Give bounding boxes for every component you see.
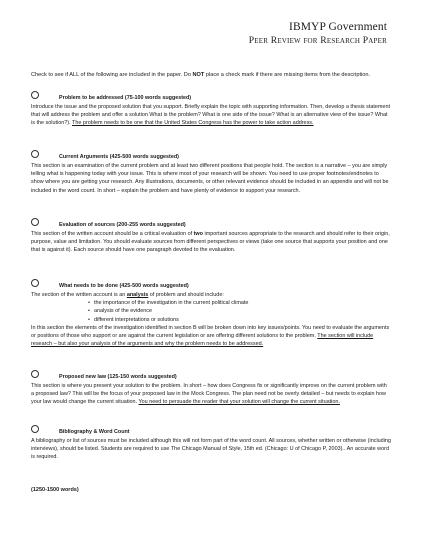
- word-count-total: (1250-1500 words): [31, 487, 79, 493]
- section-title-law: Proposed new law (125-150 words suggested): [59, 374, 177, 380]
- checkbox-circle-todo[interactable]: [31, 279, 39, 287]
- sources-body-after: important sources appropriate to the research and should refer to their origin, purpose, value and limitation. You should evaluate sources from different perspectives or views (take one source that supports your position and one that is against it). Each source should have one paragraph devoted to the evaluation.: [31, 231, 390, 254]
- section-title-problem: Problem to be addressed (75-100 words suggested): [59, 95, 192, 101]
- todo-lead: [31, 291, 391, 299]
- todo-body-text: In this section the elements of the investigation identified in section B will be broken down into key issues/points. You need to evaluate the arguments or positions of those who support or are against the current legislation or are offering different solutions to the problem.: [31, 324, 390, 340]
- section-body-bibliography: A bibliography or list of sources must be included although this will not form part of the word count. All sources, whether written or otherwise (including interviews), should be listed. Students are required to use The Chicago Manual of Style, 15th ed. (Chicago: U of Chicago P, 2003).. An accurate word is required.: [31, 438, 391, 461]
- section-title-sources: Evaluation of sources (200-255 words suggested): [59, 222, 186, 228]
- law-body-text: This section is where you present your solution to the problem. In short – how does Congress fix or significantly improve on the current problem with a proposed law? This will be the focus of your proposed law in the Mock Congress. The plan need not be overly detailed – but needs to explain how your law would change the current situation.: [31, 383, 387, 406]
- section-body-todo: [31, 324, 391, 349]
- intro-text-after: place a check mark if there are missing items from the description.: [204, 72, 371, 78]
- checkbox-circle-bibliography[interactable]: [31, 425, 39, 433]
- todo-underlined-text: The section will include research – but also your analysis of the arguments and why the problem needs to be addressed.: [31, 333, 374, 348]
- section-sources: [31, 218, 391, 255]
- list-item: • different interpretations or solutions: [90, 316, 391, 324]
- section-arguments: [31, 150, 391, 195]
- section-body-problem: [31, 103, 391, 128]
- section-title-arguments: Current Arguments (425-500 words suggested): [59, 154, 179, 160]
- section-body-sources: [31, 230, 391, 255]
- todo-lead-underlined: analysis: [126, 292, 149, 298]
- checkbox-circle-problem[interactable]: [31, 91, 39, 99]
- intro-text-bold: NOT: [192, 72, 205, 78]
- section-law: [31, 370, 391, 407]
- todo-lead-after: of problem and should include:: [148, 292, 224, 298]
- law-underlined-text: You need to persuade the reader that your solution will change the current situation.: [138, 399, 340, 406]
- section-bibliography: [31, 425, 391, 462]
- list-item: • the importance of the investigation in the current political climate: [90, 299, 391, 307]
- todo-bullet-list: [90, 299, 391, 324]
- document-header: [249, 20, 387, 47]
- problem-body-text: Introduce the issue and the proposed solution that you support. Briefly explain the topic with supporting information. Then, develop a thesis statement that will address the problem and offer a solution What is the problem? What is one side of the issue? What is an alternative view of the issue? What is the solution?).: [31, 104, 390, 127]
- sources-body-before: This section of the written account should be a critical evaluation of: [31, 231, 194, 237]
- section-title-bibliography: Bibliography & Word Count: [59, 429, 130, 435]
- section-todo: [31, 279, 391, 348]
- problem-underlined-text: The problem needs to be one that the United States Congress has the power to take action address.: [72, 120, 314, 127]
- section-body-law: [31, 382, 391, 407]
- intro-text-before: Check to see if ALL of the following are included in the paper. Do: [31, 72, 193, 78]
- sources-body-bold: two: [193, 231, 203, 237]
- document-title: IBMYP Government: [289, 21, 387, 33]
- checkbox-circle-sources[interactable]: [31, 218, 39, 226]
- section-body-arguments: This section is an examination of the current problem and at least two different positions that people hold. The section is a narrative – you are simply telling what is happening today with your issue. This is where most of your research will be shown. You need to use proper footnotes/endnotes to show where you are getting your research. Any illustrations, documents, or other relevant evidence should be included in an appendix and will not be included in the word count. In short – explain the problem and have plenty of evidence to support your research.: [31, 163, 389, 194]
- todo-lead-before: The section of the written account is an: [31, 292, 127, 298]
- checkbox-circle-law[interactable]: [31, 370, 39, 378]
- intro-paragraph: [31, 71, 387, 79]
- document-subtitle: Peer Review for Research Paper: [248, 35, 387, 46]
- list-item: • analysis of the evidence: [90, 307, 391, 315]
- section-title-todo: What needs to be done (425-500 words suggested): [59, 283, 189, 289]
- section-problem: [31, 91, 391, 128]
- checkbox-circle-arguments[interactable]: [31, 150, 39, 158]
